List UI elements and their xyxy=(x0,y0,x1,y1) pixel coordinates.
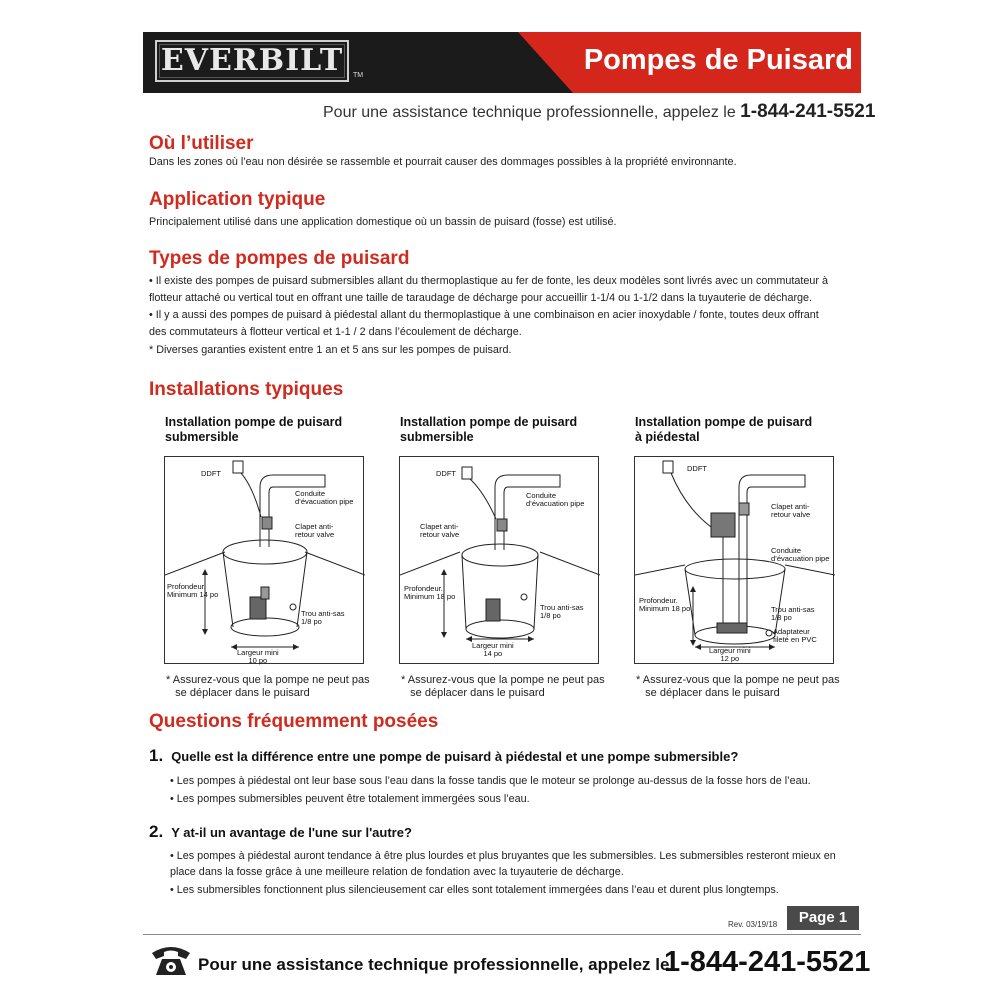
application-body: Principalement utilisé dans une application domestique où un bassin de puisard (fosse) est utilisé. xyxy=(149,216,617,228)
faq-number-1: 1. xyxy=(149,746,164,765)
d3-adapter-label: Adaptateur fileté en PVC xyxy=(773,627,817,644)
document-title: Pompes de Puisard xyxy=(583,44,853,76)
d2-width-label: Largeur mini 14 po xyxy=(472,641,514,658)
footer-assistance-text: Pour une assistance technique professionnelle, appelez le xyxy=(198,955,670,974)
d1-pipe-label: Conduite d’évacuation pipe xyxy=(295,489,354,506)
d3-depth-label: Profondeur. Minimum 18 po xyxy=(639,596,691,613)
footer-assistance xyxy=(150,943,871,979)
d1-vent-label: Trou anti-sas 1/8 po xyxy=(301,609,345,626)
d3-vent-label: Trou anti-sas 1/8 po xyxy=(771,605,815,622)
assistance-phone: 1-844-241-5521 xyxy=(740,101,876,122)
diagram-3-pedestal xyxy=(634,456,834,664)
d3-pipe-label: Conduite d’évacuation pipe xyxy=(771,546,830,563)
d3-width-label: Largeur mini 12 po xyxy=(709,646,751,663)
diagram-1-note: * Assurez-vous que la pompe ne peut pas se déplacer dans le puisard xyxy=(166,674,370,699)
submersible-install-drawing-1 xyxy=(165,457,365,665)
d1-width-label: Largeur mini 10 po xyxy=(237,648,279,665)
everbilt-logo: EVERBILT xyxy=(155,40,349,82)
d1-depth-label: Profondeur. Minimum 14 po xyxy=(167,582,219,599)
types-note: * Diverses garanties existent entre 1 an et 5 ans sur les pompes de puisard. xyxy=(149,344,512,356)
telephone-icon xyxy=(150,943,192,977)
where-body: Dans les zones où l’eau non désirée se rassemble et pourrait causer des dommages possibles à la propriété environnante. xyxy=(149,156,737,168)
d1-valve-label: Clapet anti- retour valve xyxy=(295,522,335,539)
d1-ddft-label: DDFT xyxy=(201,469,221,478)
faq-2-answer-1: • Les pompes à piédestal auront tendance à être plus lourdes et plus bruyantes que les submersibles. Les submersibles resteront mieux en place dans la fosse grâce à une meilleure relation de fondation avec la tuyauterie de décharge. xyxy=(170,850,836,878)
faq-1-answer-2: • Les pompes submersibles peuvent être totalement immergées sous l’eau. xyxy=(170,793,530,805)
d3-ddft-label: DDFT xyxy=(687,464,707,473)
diagram-2-note: * Assurez-vous que la pompe ne peut pas se déplacer dans le puisard xyxy=(401,674,605,699)
faq-number-2: 2. xyxy=(149,822,164,841)
faq-question-2 xyxy=(149,822,412,842)
types-bullet-2: • Il y a aussi des pompes de puisard à piédestal allant du thermoplastique à une combinaison en acier inoxydable / fonte, toutes deux offrant des commutateurs à flotteur vertical et 1-1 / 2 dans l’écoulement de décharge. xyxy=(149,309,819,338)
d2-pipe-label: Conduite d’évacuation pipe xyxy=(526,491,585,508)
d3-valve-label: Clapet anti- retour valve xyxy=(771,502,811,519)
assistance-text: Pour une assistance technique professionnelle, appelez le xyxy=(323,104,736,121)
d2-valve-label: Clapet anti- retour valve xyxy=(420,522,460,539)
footer-phone-number: 1-844-241-5521 xyxy=(664,946,871,978)
heading-types: Types de pompes de puisard xyxy=(149,248,410,269)
heading-faq: Questions fréquemment posées xyxy=(149,711,439,732)
diagram-2-title: Installation pompe de puisard submersible xyxy=(400,415,578,444)
submersible-install-drawing-2 xyxy=(400,457,600,665)
page-number-badge: Page 1 xyxy=(787,906,859,930)
diagram-3-title: Installation pompe de puisard à piédestal xyxy=(635,415,813,444)
types-bullet-1: • Il existe des pompes de puisard submersibles allant du thermoplastique au fer de fonte, les deux modèles sont livrés avec un commutateur à flotteur attaché ou vertical tout en offrant une taille de taraudage de décharge pour accueillir 1-1/4 ou 1-1/2 dans la tuyauterie de décharge. xyxy=(149,275,828,304)
heading-where: Où l’utiliser xyxy=(149,133,254,154)
revision-date: Rev. 03/19/18 xyxy=(728,920,778,929)
d2-depth-label: Profondeur. Minimum 18 po xyxy=(404,584,456,601)
faq-1-answer-1: • Les pompes à piédestal ont leur base sous l’eau dans la fosse tandis que le moteur se prolonge au-dessus de la fosse hors de l’eau. xyxy=(170,775,811,787)
diagram-1-title: Installation pompe de puisard submersible xyxy=(165,415,343,444)
footer-divider xyxy=(143,934,861,935)
faq-2-answer-2: • Les submersibles fonctionnent plus silencieusement car elles sont totalement immergées dans l’eau et durent plus longtemps. xyxy=(170,884,779,896)
page-header xyxy=(143,32,861,93)
faq-question-1-text: Quelle est la différence entre une pompe de puisard à piédestal et une pompe submersible? xyxy=(171,749,739,764)
heading-installations: Installations typiques xyxy=(149,379,344,400)
assistance-line xyxy=(323,101,876,123)
diagram-1-submersible xyxy=(164,456,364,664)
faq-question-1 xyxy=(149,746,738,766)
heading-application: Application typique xyxy=(149,189,326,210)
d2-ddft-label: DDFT xyxy=(436,469,456,478)
d2-vent-label: Trou anti-sas 1/8 po xyxy=(540,603,584,620)
diagram-2-submersible xyxy=(399,456,599,664)
faq-question-2-text: Y at-il un avantage de l'une sur l'autre? xyxy=(171,825,412,840)
diagram-3-note: * Assurez-vous que la pompe ne peut pas se déplacer dans le puisard xyxy=(636,674,840,699)
trademark-mark: TM xyxy=(353,72,364,79)
